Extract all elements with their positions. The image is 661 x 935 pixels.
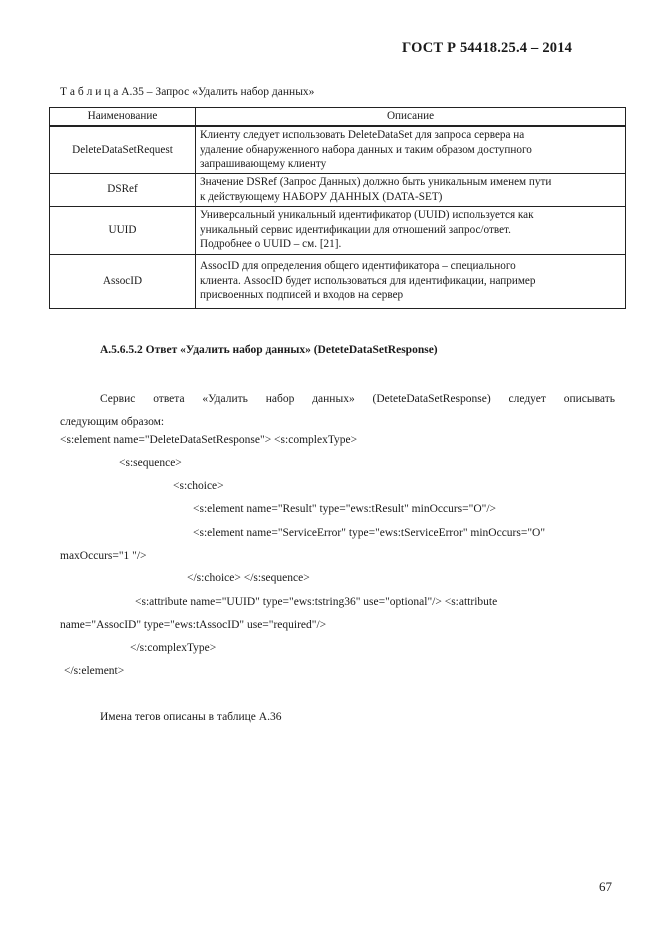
code-line: </s:element>: [64, 665, 125, 677]
description-line: AssocID для определения общего идентификатора – специального: [200, 260, 516, 273]
intro-line: следующим образом:: [60, 416, 165, 428]
code-line: <s:element name="DeleteDataSetResponse"> <s:complexType>: [60, 434, 358, 446]
row-description-cell: [196, 126, 626, 173]
row-description-cell: [196, 206, 626, 254]
row-name-cell: UUID: [50, 206, 196, 254]
document-standard-header: ГОСТ Р 54418.25.4 – 2014: [402, 40, 573, 56]
code-line: maxOccurs="1 "/>: [60, 550, 147, 562]
row-description-cell: [196, 254, 626, 308]
row-description-cell: [196, 173, 626, 206]
description-line: клиента. AssocID будет использоваться для идентификации, например: [200, 274, 536, 287]
description-line: к действующему НАБОРУ ДАННЫХ (DATA-SET): [200, 190, 443, 203]
column-header-name: Наименование: [50, 108, 196, 127]
row-name-cell: DeleteDataSetRequest: [50, 126, 196, 173]
description-line: уникальный сервис идентификации для отношений запрос/ответ.: [200, 223, 511, 236]
table-row: [50, 206, 626, 254]
table-caption: Т а б л и ц а А.35 – Запрос «Удалить набор данных»: [60, 86, 315, 98]
request-table: [49, 107, 626, 309]
code-line: name="AssocID" type="ews:tAssocID" use="required"/>: [60, 619, 327, 631]
column-header-description: Описание: [196, 108, 626, 127]
code-line: <s:attribute name="UUID" type="ews:tstring36" use="optional"/> <s:attribute: [135, 596, 498, 608]
row-name-cell: AssocID: [50, 254, 196, 308]
description-line: присвоенных подписей и входов на сервер: [200, 289, 404, 302]
code-line: <s:sequence>: [119, 457, 182, 469]
row-name-cell: DSRef: [50, 173, 196, 206]
section-heading: А.5.6.5.2 Ответ «Удалить набор данных» (DeteteDataSetResponse): [100, 344, 438, 356]
code-line: <s:element name="Result" type="ews:tResult" minOccurs="O"/>: [193, 503, 497, 515]
description-line: запрашивающему клиенту: [200, 158, 327, 170]
description-line: Подробнее о UUID – см. [21].: [200, 238, 342, 251]
code-line: </s:complexType>: [130, 642, 217, 654]
table-row: [50, 173, 626, 206]
intro-line: Сервис ответа «Удалить набор данных» (DeteteDataSetResponse) следует описывать: [100, 393, 615, 405]
code-line: <s:element name="ServiceError" type="ews:tServiceError" minOccurs="O": [193, 527, 546, 539]
table-header-row: [50, 108, 626, 127]
description-line: Универсальный уникальный идентификатор (UUID) используется как: [200, 209, 534, 222]
section-intro-paragraph: [60, 388, 615, 434]
description-line: Клиенту следует использовать DeleteDataSet для запроса сервера на: [200, 129, 525, 141]
description-line: Значение DSRef (Запрос Данных) должно быть уникальным именем пути: [200, 176, 552, 188]
description-line: удаление обнаруженного набора данных и таким образом доступного: [200, 143, 532, 156]
table-row: [50, 254, 626, 308]
code-line: <s:choice>: [173, 480, 224, 492]
page-number: 67: [599, 879, 612, 894]
table-row: [50, 126, 626, 173]
table-reference-text: Имена тегов описаны в таблице А.36: [100, 711, 282, 723]
code-line: </s:choice> </s:sequence>: [187, 572, 310, 584]
